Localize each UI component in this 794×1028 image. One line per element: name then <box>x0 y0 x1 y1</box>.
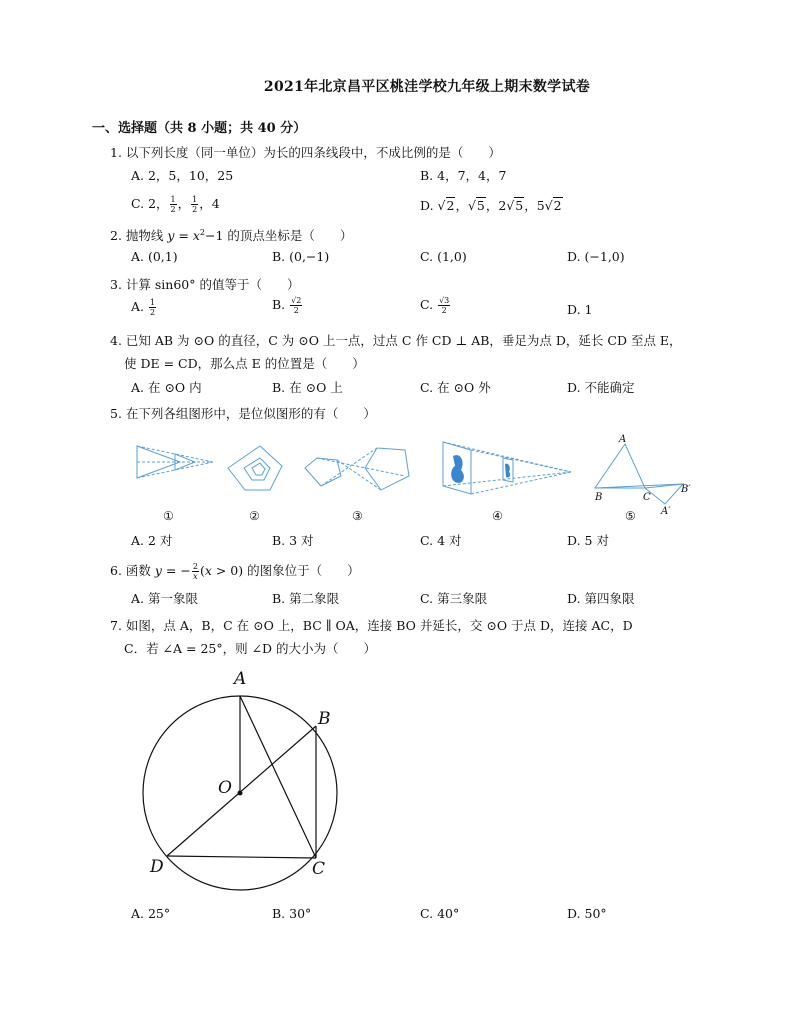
fig5-label-b: B <box>595 492 603 503</box>
q5-option-d: D. 5 对 <box>567 533 609 548</box>
section-heading: 一、选择题（共 8 小题；共 40 分） <box>92 121 307 136</box>
q1-stem: 1. 以下列长度（同一单位）为长的四条线段中，不成比例的是（ ） <box>110 145 501 160</box>
figure-label-4: ④ <box>492 509 503 523</box>
q4-option-b: B. 在 ⊙O 上 <box>272 380 343 395</box>
figure-label-1: ① <box>163 509 174 523</box>
center-point <box>238 791 243 796</box>
q3-stem: 3. 计算 sin60° 的值等于（ ） <box>110 277 300 292</box>
q5-figures <box>125 428 710 528</box>
q6-stem-post: 的图象位于（ ） <box>243 563 360 578</box>
q1-option-c-prefix: C. 2， <box>131 196 169 211</box>
q6-option-c: C. 第三象限 <box>420 591 488 606</box>
point-label-o: O <box>218 778 232 798</box>
point-label-a: A <box>234 669 247 689</box>
segment-dc <box>167 856 316 858</box>
fig5-label-a: A <box>619 434 627 445</box>
q2-stem-pre: 2. 抛物线 <box>110 228 168 243</box>
point-label-b: B <box>318 709 331 729</box>
q2-stem-post: 的顶点坐标是（ ） <box>223 228 353 243</box>
q4-option-c: C. 在 ⊙O 外 <box>420 380 491 395</box>
q7-option-d: D. 50° <box>567 906 607 921</box>
q1-option-c-suffix: ，4 <box>199 196 220 211</box>
figure-5 <box>595 444 683 504</box>
figure-label-2: ② <box>249 509 260 523</box>
fig5-label-b-prime: B′ <box>681 484 691 495</box>
q2-stem: 2. 抛物线 $y = x^2-1$ 的顶点坐标是（ ） <box>110 227 353 243</box>
figure-label-3: ③ <box>352 509 363 523</box>
figure-3 <box>305 448 409 490</box>
page-title: 2021年北京昌平区桃洼学校九年级上期末数学试卷 <box>263 79 591 95</box>
q1-option-c: C. 2， $\frac{1}{2}$ ， $\frac{1}{2}$ ，4 <box>131 195 220 214</box>
q1-option-d-prefix: D. <box>420 198 438 213</box>
fraction-half: $\frac{1}{2}$ <box>192 195 198 214</box>
q3-option-d: D. 1 <box>567 302 593 317</box>
q7-option-a: A. 25° <box>131 906 171 921</box>
point-label-c: C <box>312 859 326 879</box>
fig5-label-c: C <box>643 492 651 503</box>
q6-stem-pre: 6. 函数 <box>110 563 155 578</box>
q1-option-b: B. 4，7，4，7 <box>420 168 507 183</box>
q7-option-b: B. 30° <box>272 906 312 921</box>
q5-option-c: C. 4 对 <box>420 533 462 548</box>
q3-option-a: A. $\frac{1}{2}$ <box>131 298 156 317</box>
q7-line1: 7. 如图，点 A，B，C 在 ⊙O 上，BC ∥ OA，连接 BO 并延长，交 ⊙O 于点 D，连接 AC，D <box>110 618 633 633</box>
q6-option-d: D. 第四象限 <box>567 591 635 606</box>
q7-option-c: C. 40° <box>420 906 460 921</box>
q3-option-b: B. $\frac{√2}{2}$ <box>272 296 302 315</box>
q3-option-b-label: B. <box>272 297 286 312</box>
q2-option-b: B. (0,−1) <box>272 249 330 264</box>
q4-line1: 4. 已知 AB 为 ⊙O 的直径，C 为 ⊙O 上一点，过点 C 作 CD ⊥ AB，垂足为点 D，延长 CD 至点 E， <box>110 333 682 348</box>
q1-option-a: A. 2，5，10，25 <box>131 168 234 183</box>
q5-option-a: A. 2 对 <box>131 533 173 548</box>
q3-option-a-label: A. <box>131 299 145 314</box>
q2-option-c: C. (1,0) <box>420 249 467 264</box>
q2-option-d: D. (−1,0) <box>567 249 625 264</box>
point-label-d: D <box>150 857 164 877</box>
q7-circle-figure <box>130 662 360 892</box>
fraction-half: $\frac{1}{2}$ <box>170 195 176 214</box>
q5-option-b: B. 3 对 <box>272 533 314 548</box>
figure-2 <box>228 446 282 490</box>
q4-option-a: A. 在 ⊙O 内 <box>131 380 202 395</box>
q2-option-a: A. (0,1) <box>131 249 178 264</box>
q6-stem: 6. 函数 y = − $\frac{2}{x}$ (x > 0) 的图象位于（ ） <box>110 562 360 581</box>
figure-label-5: ⑤ <box>625 509 636 523</box>
figure-1 <box>137 446 213 478</box>
q6-option-a: A. 第一象限 <box>131 591 198 606</box>
q1-option-d: D. √2，√5，2√5，5√2 <box>420 198 562 213</box>
q4-line2: 使 DE = CD，那么点 E 的位置是（ ） <box>124 356 365 371</box>
q4-option-d: D. 不能确定 <box>567 380 635 395</box>
q7-line2: C．若 ∠A = 25°，则 ∠D 的大小为（ ） <box>124 641 377 656</box>
q3-option-c-label: C. <box>420 297 434 312</box>
q5-stem: 5. 在下列各组图形中，是位似图形的有（ ） <box>110 406 376 421</box>
fig5-label-a-prime: A′ <box>661 506 671 517</box>
q3-option-c: C. $\frac{√3}{2}$ <box>420 296 450 315</box>
figure-4 <box>443 442 571 494</box>
q6-option-b: B. 第二象限 <box>272 591 340 606</box>
